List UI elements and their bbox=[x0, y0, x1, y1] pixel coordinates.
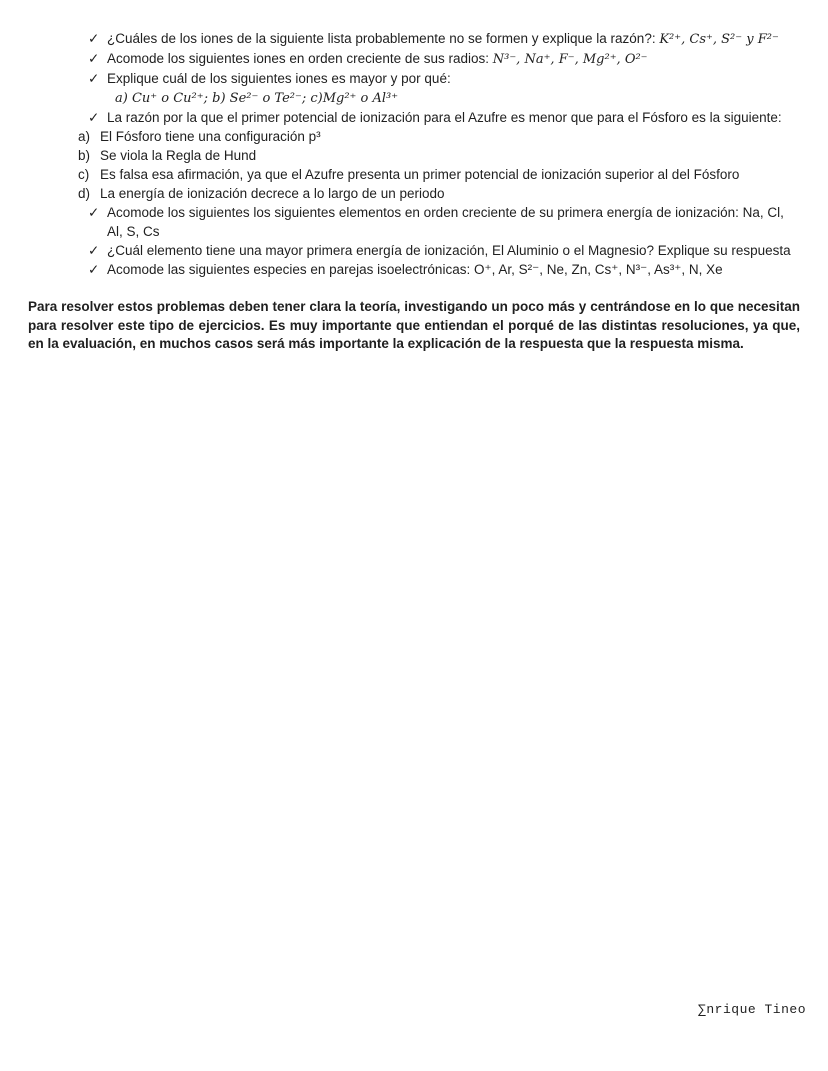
item-text: ¿Cuál elemento tiene una mayor primera energía de ionización, El Aluminio o el Magnesio? Explique su respuesta bbox=[107, 243, 791, 258]
list-item bbox=[0, 184, 828, 203]
checkmark-icon: ✓ bbox=[88, 31, 100, 46]
list-subitem bbox=[0, 88, 828, 108]
item-formula: a) Cu⁺ o Cu²⁺; b) Se²⁻ o Te²⁻; c)Mg²⁺ o Al³⁺ bbox=[115, 91, 399, 106]
list-item bbox=[0, 29, 828, 49]
list-item bbox=[0, 241, 828, 260]
checkmark-icon: ✓ bbox=[88, 262, 100, 277]
list-item bbox=[0, 69, 828, 88]
item-text: ¿Cuáles de los iones de la siguiente lista probablemente no se formen y explique la razón?: bbox=[107, 31, 660, 46]
checkmark-icon: ✓ bbox=[88, 51, 100, 66]
checkmark-icon: ✓ bbox=[88, 71, 100, 86]
list-item bbox=[0, 49, 828, 69]
list-item bbox=[0, 203, 828, 241]
checkmark-icon: ✓ bbox=[88, 205, 100, 220]
item-marker: a) bbox=[78, 129, 91, 144]
list-item bbox=[0, 146, 828, 165]
item-text: Acomode las siguientes especies en parejas isoelectrónicas: O⁺, Ar, S²⁻, Ne, Zn, Cs⁺, N³⁻, As³⁺, N, Xe bbox=[107, 262, 723, 277]
item-text: Acomode los siguientes iones en orden creciente de sus radios: bbox=[107, 51, 493, 66]
signature: ∑nrique Tineo bbox=[698, 1002, 806, 1017]
closing-paragraph: Para resolver estos problemas deben tener clara la teoría, investigando un poco más y centrándose en lo que necesitan para resolver este tipo de ejercicios. Es muy importante que entiendan el porqué de las distintas resoluciones, ya que, en la evaluación, en muchos casos será más importante la explicación de la respuesta que la respuesta misma. bbox=[28, 299, 800, 351]
list-item bbox=[0, 127, 828, 146]
item-marker: d) bbox=[78, 186, 91, 201]
list-item bbox=[0, 165, 828, 184]
item-marker: c) bbox=[78, 167, 90, 182]
checkmark-icon: ✓ bbox=[88, 243, 100, 258]
item-formula: K²⁺, Cs⁺, S²⁻ y F²⁻ bbox=[659, 32, 779, 47]
item-text: Es falsa esa afirmación, ya que el Azufre presenta un primer potencial de ionización superior al del Fósforo bbox=[100, 167, 740, 182]
item-text: El Fósforo tiene una configuración p³ bbox=[100, 129, 321, 144]
checkmark-icon: ✓ bbox=[88, 110, 100, 125]
exercise-list bbox=[0, 0, 828, 354]
list-item bbox=[0, 260, 828, 279]
item-marker: b) bbox=[78, 148, 91, 163]
item-text: La energía de ionización decrece a lo largo de un periodo bbox=[100, 186, 445, 201]
item-text: La razón por la que el primer potencial de ionización para el Azufre es menor que para el Fósforo es la siguiente: bbox=[107, 110, 782, 125]
item-text: Explique cuál de los siguientes iones es mayor y por qué: bbox=[107, 71, 451, 86]
item-text: Acomode los siguientes los siguientes elementos en orden creciente de su primera energía de ionización: Na, Cl, Al, S, Cs bbox=[107, 205, 784, 239]
list-item bbox=[0, 108, 828, 127]
item-formula: N³⁻, Na⁺, F⁻, Mg²⁺, O²⁻ bbox=[492, 52, 648, 67]
item-text: Se viola la Regla de Hund bbox=[100, 148, 257, 163]
